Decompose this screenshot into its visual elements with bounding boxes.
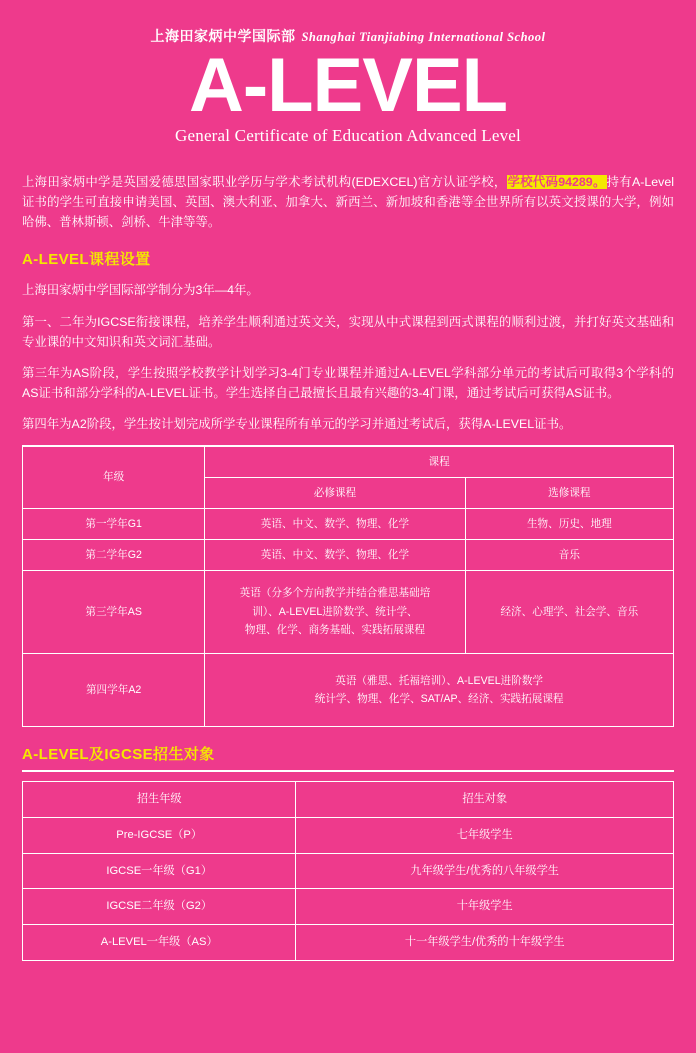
- course-required-g2: 英语、中文、数学、物理、化学: [205, 540, 465, 571]
- admission-header-grade: 招生年级: [23, 782, 296, 818]
- paragraph-0: 上海田家炳中学国际部学制分为3年—4年。: [22, 283, 259, 298]
- admission-grade-pre-igcse: Pre-IGCSE（P）: [23, 817, 296, 853]
- admission-table: [22, 781, 674, 961]
- table-row: [23, 654, 674, 727]
- intro-part-1: 上海田家炳中学是英国爱德思国家职业学历与学术考试机构(EDEXCEL)官方认证学校，: [22, 175, 507, 190]
- course-table-header-elective: 选修课程: [465, 478, 673, 509]
- page-title: A-LEVEL: [188, 43, 508, 128]
- course-required-as: [205, 571, 465, 654]
- course-grade-a2: 第四学年A2: [23, 654, 205, 727]
- table-row: [23, 571, 674, 654]
- table-row: [23, 782, 674, 818]
- course-required-as-line-3: 物理、化学、商务基础、实践拓展课程: [244, 624, 425, 637]
- page-subtitle: General Certificate of Education Advanced Level: [175, 126, 521, 146]
- course-required-g1: 英语、中文、数学、物理、化学: [205, 509, 465, 540]
- admission-grade-as: A-LEVEL一年级（AS）: [23, 925, 296, 961]
- intro-paragraph: [22, 172, 674, 232]
- admission-grade-g1: IGCSE一年级（G1）: [23, 853, 296, 889]
- poster-header: [0, 0, 696, 146]
- section-title-admission: A-LEVEL及IGCSE招生对象: [22, 743, 674, 772]
- course-table-header-grade: 年级: [23, 446, 205, 509]
- course-elective-as: 经济、心理学、社会学、音乐: [465, 571, 673, 654]
- course-required-as-line-1: 英语（分多个方向教学并结合雅思基础培: [239, 587, 431, 600]
- course-table-header-course: 课程: [205, 446, 674, 478]
- course-table: [22, 445, 674, 727]
- course-elective-g2: 音乐: [465, 540, 673, 571]
- admission-target-pre-igcse: 七年级学生: [296, 817, 674, 853]
- course-grade-as: 第三学年AS: [23, 571, 205, 654]
- school-name-cn: 上海田家炳中学国际部: [150, 28, 296, 44]
- paragraph-3: 第四年为A2阶段，学生按计划完成所学专业课程所有单元的学习并通过考试后，获得A-LEVEL证书。: [22, 416, 572, 431]
- school-name-en: Shanghai Tianjiabing International School: [301, 30, 546, 44]
- table-row: [23, 817, 674, 853]
- table-row: [23, 509, 674, 540]
- intro-part-2: 持有A-Level证书的学生可直接申请美国、英国、澳大利亚、加拿大、新西兰、新加坡和香港等全世界所有以英文授课的大学，例如哈佛、普林斯顿、剑桥、牛津等等。: [22, 175, 674, 230]
- course-grade-g2: 第二学年G2: [23, 540, 205, 571]
- paragraph-1: 第一、二年为IGCSE衔接课程，培养学生顺利通过英文关，实现从中式课程到西式课程的顺利过渡，并打好英文基础和专业课的中文知识和英文词汇基础。: [22, 314, 674, 349]
- table-row: [23, 853, 674, 889]
- course-grade-g1: 第一学年G1: [23, 509, 205, 540]
- course-merged-a2-line-2: 统计学、物理、化学、SAT/AP、经济、实践拓展课程: [314, 693, 564, 706]
- poster-content: [0, 172, 696, 961]
- section-title-courses: A-LEVEL课程设置: [22, 251, 151, 269]
- course-table-header-required: 必修课程: [205, 478, 465, 509]
- admission-grade-g2: IGCSE二年级（G2）: [23, 889, 296, 925]
- school-code-highlight: 学校代码94289。: [507, 175, 606, 190]
- table-row: [23, 925, 674, 961]
- paragraph-2: 第三年为AS阶段，学生按照学校教学计划学习3-4门专业课程并通过A-LEVEL学科部分单元的考试后可取得3个学科的AS证书和部分学科的A-LEVEL证书。学生选择自己最擅长且最有兴趣的3-4门课，通过考试后可获得AS证书。: [22, 365, 674, 400]
- course-merged-a2: [205, 654, 674, 727]
- course-elective-g1: 生物、历史、地理: [465, 509, 673, 540]
- table-row: [23, 540, 674, 571]
- course-required-as-line-2: 训）、A-LEVEL进阶数学、统计学、: [252, 605, 418, 618]
- course-merged-a2-line-1: 英语（雅思、托福培训）、A-LEVEL进阶数学: [335, 674, 544, 687]
- admission-header-target: 招生对象: [296, 782, 674, 818]
- admission-target-g2: 十年级学生: [296, 889, 674, 925]
- table-row: [23, 889, 674, 925]
- table-row: [23, 446, 674, 478]
- admission-target-as: 十一年级学生/优秀的十年级学生: [296, 925, 674, 961]
- admission-target-g1: 九年级学生/优秀的八年级学生: [296, 853, 674, 889]
